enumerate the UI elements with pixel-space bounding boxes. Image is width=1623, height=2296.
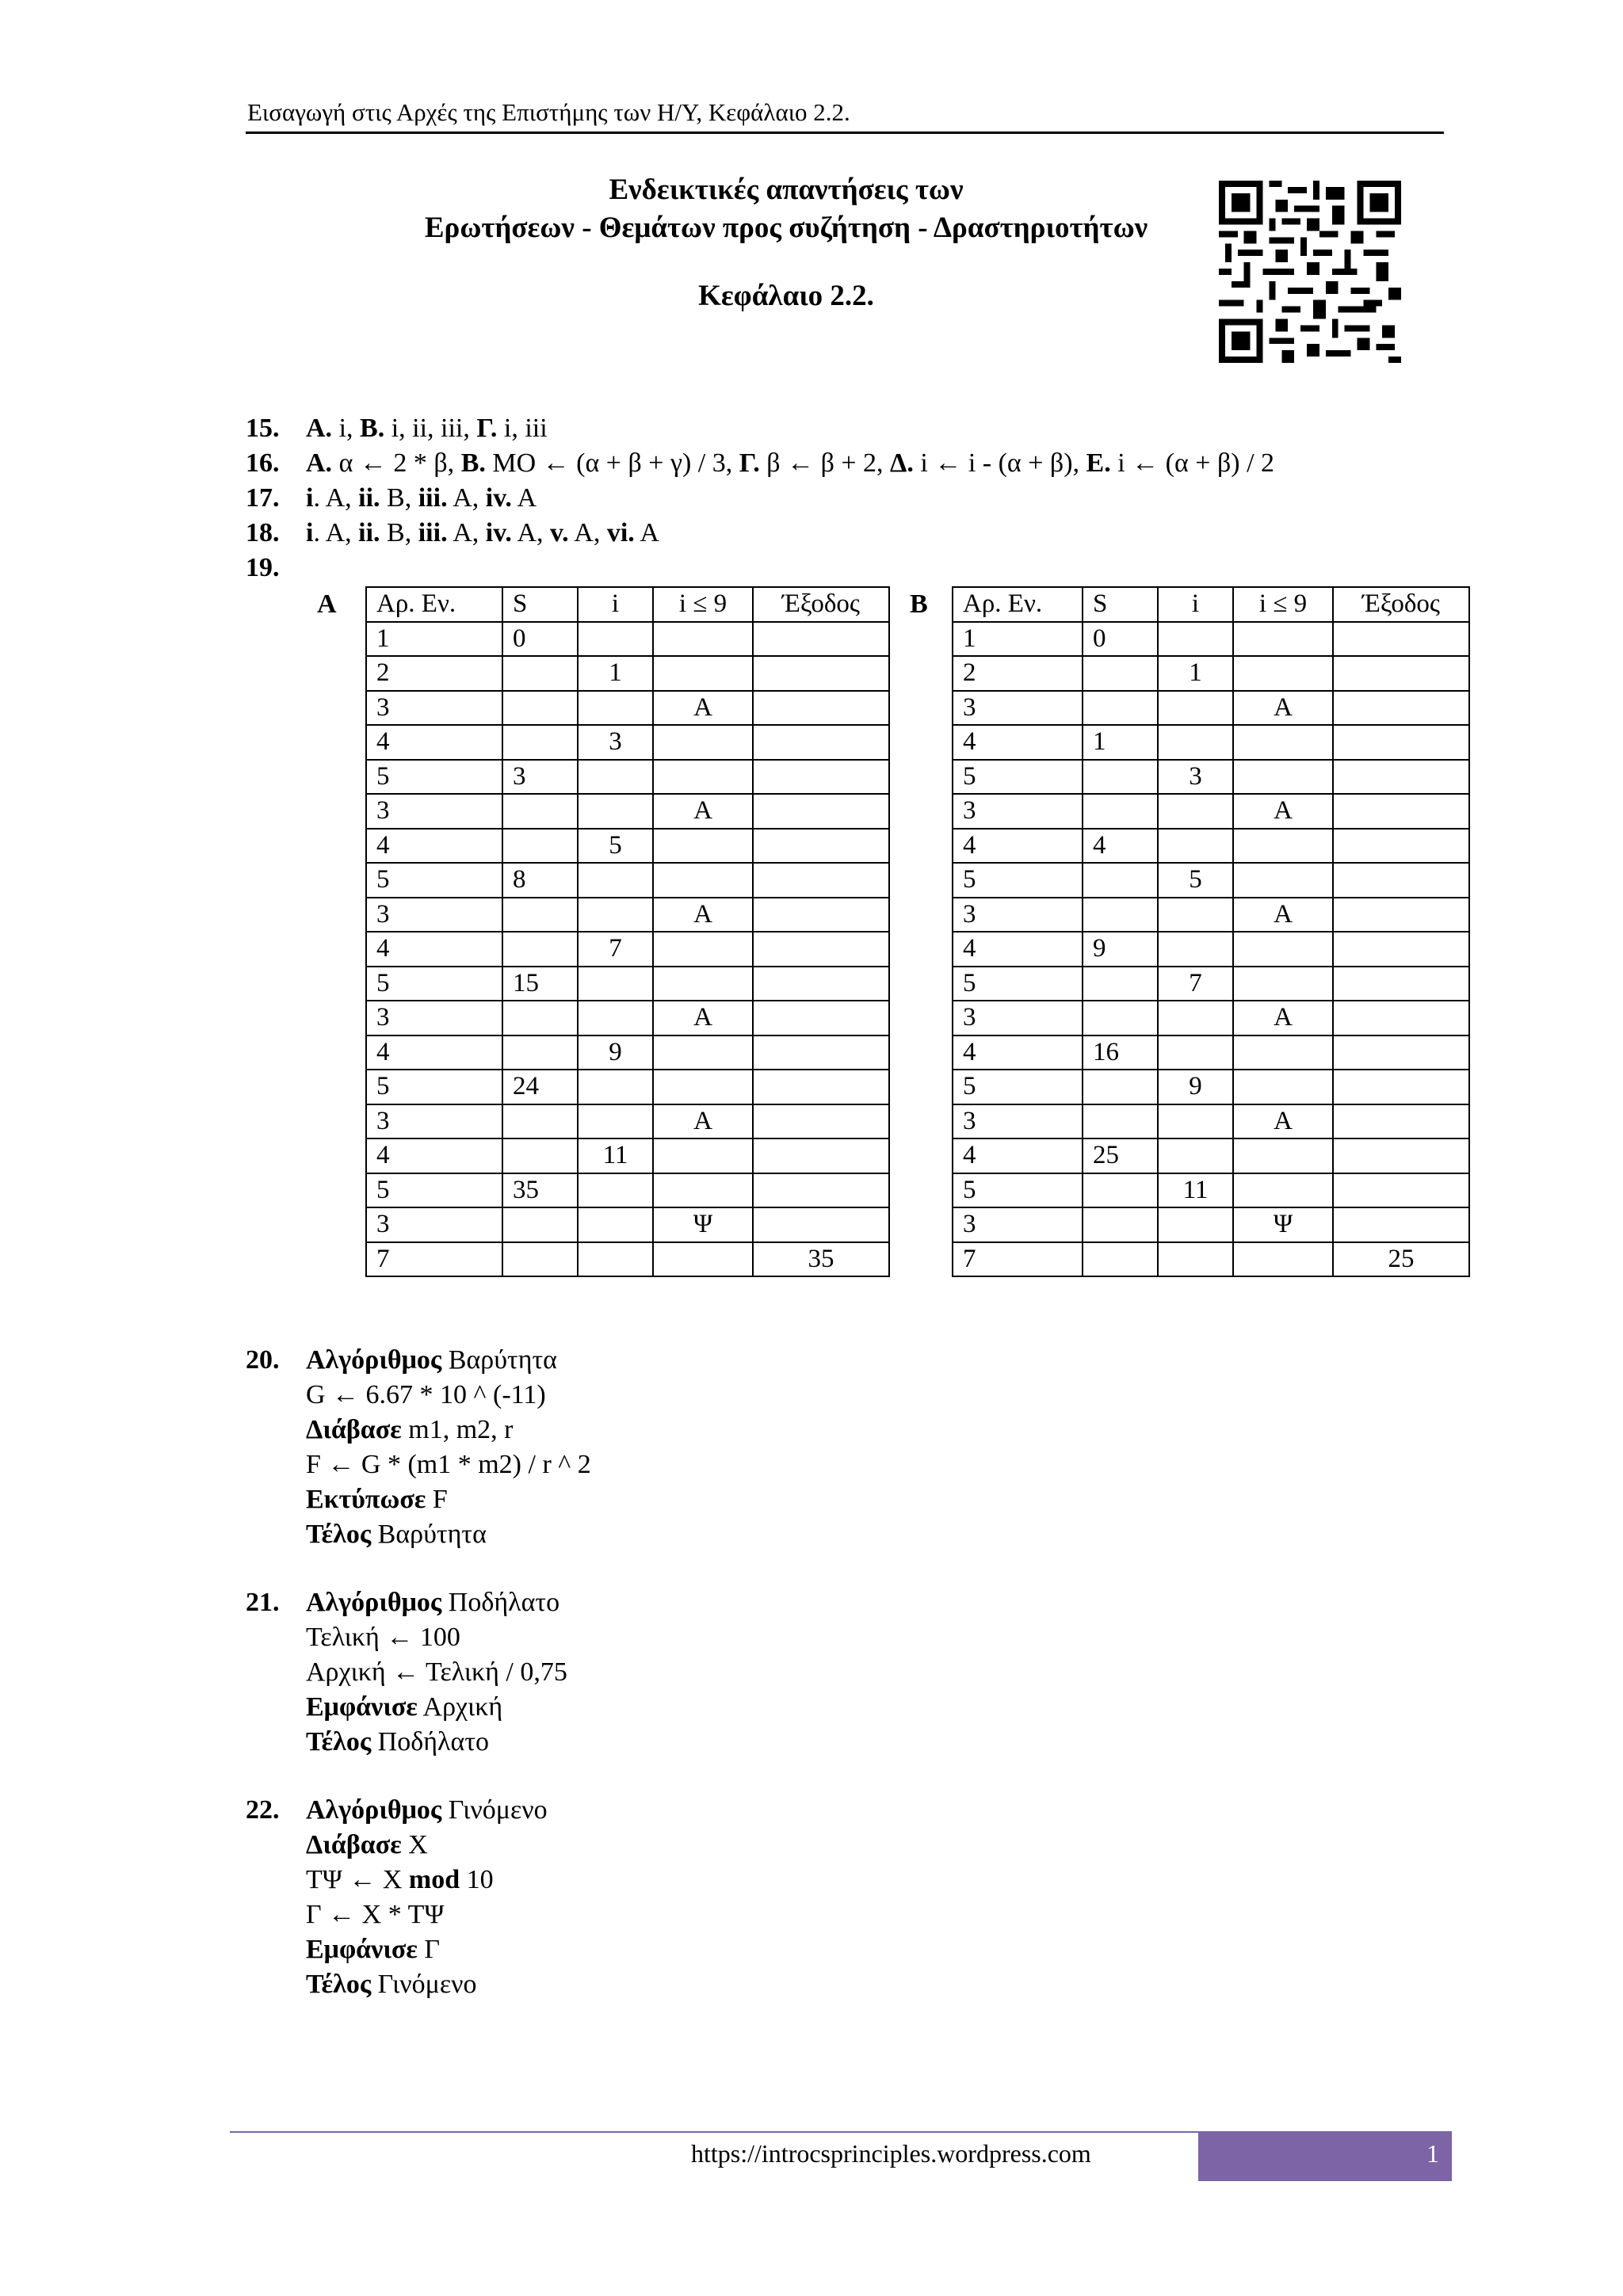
- table-cell: 4: [366, 725, 502, 760]
- table-cell: A: [1233, 898, 1333, 933]
- table-cell: [502, 1001, 578, 1035]
- table-cell: [1233, 1242, 1333, 1277]
- table-cell: Ψ: [653, 1207, 753, 1242]
- table-cell: [1083, 1070, 1158, 1104]
- table-row: [366, 691, 889, 726]
- table-cell: [1233, 725, 1333, 760]
- table-cell: 0: [502, 622, 578, 657]
- table-cell: 2: [366, 656, 502, 691]
- table-cell: [753, 1104, 889, 1139]
- table-cell: [1333, 622, 1469, 657]
- table-cell: 25: [1333, 1242, 1469, 1277]
- table-row: [953, 967, 1469, 1001]
- table-cell: [578, 1242, 653, 1277]
- table-cell: 3: [366, 794, 502, 829]
- table-cell: [653, 829, 753, 864]
- table-cell: [1083, 691, 1158, 726]
- code-line: Εμφάνισε Γ: [306, 1935, 441, 1964]
- table-cell: [753, 898, 889, 933]
- table-row: [366, 863, 889, 898]
- header-rule: [246, 132, 1444, 134]
- table-cell: [1083, 898, 1158, 933]
- answer-20: 20. Αλγόριθμος Βαρύτητα: [246, 1345, 557, 1375]
- table-cell: 4: [366, 1035, 502, 1070]
- table-row: [953, 656, 1469, 691]
- table-cell: 24: [502, 1070, 578, 1104]
- table-cell: [753, 760, 889, 795]
- chapter-title: Κεφάλαιο 2.2.: [698, 280, 874, 312]
- table-cell: [502, 1104, 578, 1139]
- table-cell: [753, 932, 889, 967]
- table-cell: [1083, 967, 1158, 1001]
- table-cell: [1333, 656, 1469, 691]
- table-row: [953, 1104, 1469, 1139]
- table-row: [366, 1070, 889, 1104]
- table-cell: [1083, 760, 1158, 795]
- question-number: 17.: [246, 483, 280, 513]
- table-cell: 4: [366, 1138, 502, 1173]
- table-cell: [1333, 898, 1469, 933]
- table-cell: 15: [502, 967, 578, 1001]
- table-cell: [1158, 691, 1233, 726]
- table-cell: [1083, 1104, 1158, 1139]
- answer-15: 15. A. i, B. i, ii, iii, Γ. i, iii: [246, 414, 548, 443]
- question-number: 15.: [246, 414, 280, 443]
- table-cell: 3: [578, 725, 653, 760]
- table-cell: 9: [1158, 1070, 1233, 1104]
- table-cell: [1333, 863, 1469, 898]
- qr-code-image: [1219, 181, 1401, 363]
- table-cell: [653, 1173, 753, 1208]
- code-line: F ← G * (m1 * m2) / r ^ 2: [306, 1450, 591, 1479]
- table-cell: 5: [953, 863, 1083, 898]
- table-cell: 4: [366, 829, 502, 864]
- table-cell: [1233, 1070, 1333, 1104]
- table-cell: 1: [1083, 725, 1158, 760]
- table-cell: [753, 1001, 889, 1035]
- page-number-box: [1198, 2131, 1452, 2181]
- table-cell: 9: [1083, 932, 1158, 967]
- table-cell: A: [1233, 1104, 1333, 1139]
- table-row: [366, 1207, 889, 1242]
- table-a-label: A: [317, 589, 337, 619]
- table-cell: 3: [366, 1104, 502, 1139]
- table-cell: [753, 622, 889, 657]
- table-cell: [753, 691, 889, 726]
- table-cell: 5: [366, 967, 502, 1001]
- table-cell: [1233, 1035, 1333, 1070]
- table-cell: [753, 794, 889, 829]
- table-cell: [753, 967, 889, 1001]
- table-cell: [653, 760, 753, 795]
- table-cell: 5: [578, 829, 653, 864]
- col-header: Αρ. Εν.: [953, 587, 1083, 622]
- table-cell: [1333, 1070, 1469, 1104]
- table-cell: [753, 863, 889, 898]
- table-row: [366, 794, 889, 829]
- page-number: 1: [1426, 2139, 1439, 2168]
- answer-21: 21. Αλγόριθμος Ποδήλατο: [246, 1588, 560, 1617]
- table-cell: [578, 1173, 653, 1208]
- question-number: 19.: [246, 553, 280, 582]
- table-cell: [578, 1207, 653, 1242]
- table-cell: 35: [753, 1242, 889, 1277]
- table-cell: [502, 1242, 578, 1277]
- table-cell: A: [1233, 1001, 1333, 1035]
- table-cell: 5: [953, 1173, 1083, 1208]
- table-row: [953, 1035, 1469, 1070]
- question-number: 20.: [246, 1345, 280, 1375]
- table-cell: [502, 898, 578, 933]
- table-cell: 7: [953, 1242, 1083, 1277]
- table-row: [953, 725, 1469, 760]
- col-header: S: [502, 587, 578, 622]
- table-row: [366, 1104, 889, 1139]
- table-cell: [502, 656, 578, 691]
- footer-url-link[interactable]: https://introcsprinciples.wordpress.com: [691, 2139, 1091, 2168]
- table-cell: 5: [953, 967, 1083, 1001]
- table-cell: [1083, 1173, 1158, 1208]
- table-cell: [1158, 1207, 1233, 1242]
- table-cell: [502, 932, 578, 967]
- table-cell: 4: [366, 932, 502, 967]
- col-header: i: [1158, 587, 1233, 622]
- question-number: 21.: [246, 1588, 280, 1617]
- title-line-2: Ερωτήσεων - Θεμάτων προς συζήτηση - Δραστηριοτήτων: [424, 212, 1148, 244]
- table-cell: [1333, 932, 1469, 967]
- col-header: i ≤ 9: [653, 587, 753, 622]
- table-cell: [578, 967, 653, 1001]
- table-row: [953, 1070, 1469, 1104]
- table-cell: 4: [953, 1138, 1083, 1173]
- table-cell: 1: [578, 656, 653, 691]
- table-row: [366, 656, 889, 691]
- table-row: [953, 898, 1469, 933]
- answer-18: 18. i. A, ii. B, iii. A, iv. A, v. A, vi. A: [246, 518, 659, 547]
- table-cell: [502, 1035, 578, 1070]
- table-cell: [753, 656, 889, 691]
- table-cell: 11: [1158, 1173, 1233, 1208]
- table-cell: [1158, 898, 1233, 933]
- table-cell: 3: [953, 794, 1083, 829]
- table-cell: 3: [953, 898, 1083, 933]
- answer-17: 17. i. A, ii. B, iii. A, iv. A: [246, 483, 537, 513]
- table-cell: [1083, 656, 1158, 691]
- table-row: [953, 760, 1469, 795]
- table-cell: [753, 1207, 889, 1242]
- trace-table-b: [952, 586, 1470, 1277]
- table-row: [953, 1138, 1469, 1173]
- table-cell: [578, 1070, 653, 1104]
- table-row: [366, 1035, 889, 1070]
- table-cell: 3: [366, 898, 502, 933]
- table-row: [366, 898, 889, 933]
- table-cell: [502, 1207, 578, 1242]
- table-cell: [653, 1138, 753, 1173]
- table-row: [366, 1242, 889, 1277]
- col-header: i: [578, 587, 653, 622]
- table-row: [953, 932, 1469, 967]
- table-cell: 7: [578, 932, 653, 967]
- table-cell: 5: [366, 863, 502, 898]
- answer-22: 22. Αλγόριθμος Γινόμενο: [246, 1795, 548, 1825]
- table-cell: [1158, 622, 1233, 657]
- table-cell: [1233, 863, 1333, 898]
- table-cell: A: [653, 898, 753, 933]
- table-cell: 5: [366, 1173, 502, 1208]
- trace-table-a: [365, 586, 890, 1277]
- table-cell: [1333, 1001, 1469, 1035]
- table-cell: A: [653, 1001, 753, 1035]
- table-row: [953, 1242, 1469, 1277]
- table-cell: A: [1233, 691, 1333, 726]
- table-row: [953, 691, 1469, 726]
- code-line: G ← 6.67 * 10 ^ (-11): [306, 1380, 546, 1409]
- table-cell: [1233, 760, 1333, 795]
- code-line: Τέλος Ποδήλατο: [306, 1727, 489, 1756]
- table-cell: 5: [366, 760, 502, 795]
- table-cell: 5: [1158, 863, 1233, 898]
- code-line: Εμφάνισε Αρχική: [306, 1692, 503, 1722]
- question-number: 18.: [246, 518, 280, 547]
- table-cell: [1333, 1138, 1469, 1173]
- table-cell: [502, 725, 578, 760]
- table-cell: [1333, 1173, 1469, 1208]
- code-line: ΤΨ ← Χ mod 10: [306, 1865, 494, 1894]
- table-cell: 16: [1083, 1035, 1158, 1070]
- answer-16: 16. A. α ← 2 * β, B. ΜΟ ← (α + β + γ) / 3, Γ. β ← β + 2, Δ. i ← i - (α + β), E. i ← (α + β) / 2: [246, 448, 1275, 478]
- table-cell: [1158, 829, 1233, 864]
- table-cell: 3: [953, 1207, 1083, 1242]
- table-cell: [1333, 829, 1469, 864]
- code-line: Αρχική ← Τελική / 0,75: [306, 1657, 567, 1687]
- table-cell: [1333, 691, 1469, 726]
- table-cell: [653, 863, 753, 898]
- table-cell: 3: [1158, 760, 1233, 795]
- table-cell: 5: [953, 1070, 1083, 1104]
- table-cell: [578, 691, 653, 726]
- table-cell: [1233, 656, 1333, 691]
- table-cell: [753, 1138, 889, 1173]
- table-cell: 8: [502, 863, 578, 898]
- table-cell: [1083, 794, 1158, 829]
- table-cell: [1158, 1035, 1233, 1070]
- table-cell: [653, 932, 753, 967]
- answer-19: [246, 553, 306, 583]
- table-cell: [502, 829, 578, 864]
- table-cell: 7: [1158, 967, 1233, 1001]
- table-cell: 3: [953, 1001, 1083, 1035]
- table-cell: [653, 725, 753, 760]
- table-row: [953, 794, 1469, 829]
- table-cell: 4: [1083, 829, 1158, 864]
- table-cell: 4: [953, 932, 1083, 967]
- table-cell: A: [653, 691, 753, 726]
- table-cell: [1233, 932, 1333, 967]
- table-cell: 3: [366, 1207, 502, 1242]
- table-cell: 25: [1083, 1138, 1158, 1173]
- table-row: [953, 1001, 1469, 1035]
- table-cell: [1233, 622, 1333, 657]
- table-cell: 4: [953, 725, 1083, 760]
- table-row: [366, 760, 889, 795]
- table-cell: [753, 1173, 889, 1208]
- code-line: Διάβασε m1, m2, r: [306, 1415, 514, 1444]
- table-cell: A: [653, 794, 753, 829]
- table-row: [366, 1001, 889, 1035]
- table-cell: [1333, 1104, 1469, 1139]
- col-header: Έξοδος: [1333, 587, 1469, 622]
- table-cell: 1: [366, 622, 502, 657]
- table-row: [366, 1173, 889, 1208]
- table-cell: 5: [953, 760, 1083, 795]
- table-cell: [502, 1138, 578, 1173]
- table-cell: 7: [366, 1242, 502, 1277]
- table-b-label: B: [910, 589, 928, 619]
- table-cell: [653, 967, 753, 1001]
- table-cell: 11: [578, 1138, 653, 1173]
- table-row: [366, 967, 889, 1001]
- code-line: Τελική ← 100: [306, 1623, 460, 1652]
- table-header-row: [953, 587, 1469, 622]
- question-number: 16.: [246, 448, 280, 478]
- table-cell: [578, 1104, 653, 1139]
- table-cell: [1233, 1173, 1333, 1208]
- table-cell: [1083, 863, 1158, 898]
- table-cell: [502, 794, 578, 829]
- table-cell: 1: [1158, 656, 1233, 691]
- table-cell: A: [653, 1104, 753, 1139]
- table-cell: [578, 794, 653, 829]
- table-cell: [1158, 1138, 1233, 1173]
- table-cell: [578, 863, 653, 898]
- table-cell: [1158, 1104, 1233, 1139]
- table-cell: [1333, 1035, 1469, 1070]
- table-cell: [1233, 1138, 1333, 1173]
- table-row: [953, 863, 1469, 898]
- table-cell: 3: [366, 691, 502, 726]
- col-header: Έξοδος: [753, 587, 889, 622]
- col-header: S: [1083, 587, 1158, 622]
- code-line: Εκτύπωσε F: [306, 1485, 448, 1514]
- col-header: Αρ. Εν.: [366, 587, 502, 622]
- table-cell: [1233, 967, 1333, 1001]
- question-number: 22.: [246, 1795, 280, 1825]
- table-cell: [578, 760, 653, 795]
- title-line-1: Ενδεικτικές απαντήσεις των: [609, 174, 964, 206]
- code-line: Τέλος Βαρύτητα: [306, 1520, 487, 1549]
- table-cell: [578, 898, 653, 933]
- table-cell: 4: [953, 1035, 1083, 1070]
- table-row: [953, 1207, 1469, 1242]
- table-cell: 35: [502, 1173, 578, 1208]
- table-cell: [653, 1035, 753, 1070]
- table-cell: 9: [578, 1035, 653, 1070]
- table-cell: 3: [953, 691, 1083, 726]
- running-header: Εισαγωγή στις Αρχές της Επιστήμης των Η/Υ, Κεφάλαιο 2.2.: [247, 98, 850, 126]
- table-cell: [1333, 1207, 1469, 1242]
- table-row: [366, 932, 889, 967]
- table-row: [953, 1173, 1469, 1208]
- table-row: [366, 622, 889, 657]
- table-row: [366, 725, 889, 760]
- code-line: Τέλος Γινόμενο: [306, 1970, 477, 1999]
- table-row: [953, 622, 1469, 657]
- table-cell: [1333, 967, 1469, 1001]
- table-cell: 4: [953, 829, 1083, 864]
- table-cell: [1158, 725, 1233, 760]
- table-row: [366, 829, 889, 864]
- table-cell: 2: [953, 656, 1083, 691]
- table-cell: [578, 1001, 653, 1035]
- table-cell: [1083, 1207, 1158, 1242]
- table-cell: [1083, 1001, 1158, 1035]
- table-header-row: [366, 587, 889, 622]
- table-cell: [753, 1070, 889, 1104]
- col-header: i ≤ 9: [1233, 587, 1333, 622]
- table-cell: [1158, 1001, 1233, 1035]
- table-cell: 3: [366, 1001, 502, 1035]
- table-cell: 3: [502, 760, 578, 795]
- table-cell: [653, 656, 753, 691]
- table-cell: [1158, 794, 1233, 829]
- table-cell: [1333, 725, 1469, 760]
- table-cell: [753, 829, 889, 864]
- table-cell: 0: [1083, 622, 1158, 657]
- table-cell: [653, 622, 753, 657]
- table-row: [953, 829, 1469, 864]
- table-row: [366, 1138, 889, 1173]
- table-cell: [578, 622, 653, 657]
- table-cell: [1083, 1242, 1158, 1277]
- table-cell: [1333, 760, 1469, 795]
- table-cell: Ψ: [1233, 1207, 1333, 1242]
- code-line: Διάβασε Χ: [306, 1830, 428, 1859]
- table-cell: 1: [953, 622, 1083, 657]
- table-cell: 5: [366, 1070, 502, 1104]
- code-line: Γ ← Χ * ΤΨ: [306, 1900, 445, 1929]
- table-cell: [1333, 794, 1469, 829]
- table-cell: [1233, 829, 1333, 864]
- table-cell: [653, 1242, 753, 1277]
- table-cell: [1158, 932, 1233, 967]
- table-cell: [1158, 1242, 1233, 1277]
- table-cell: 3: [953, 1104, 1083, 1139]
- table-cell: [753, 1035, 889, 1070]
- table-cell: [653, 1070, 753, 1104]
- table-cell: [502, 691, 578, 726]
- table-cell: [753, 725, 889, 760]
- table-cell: A: [1233, 794, 1333, 829]
